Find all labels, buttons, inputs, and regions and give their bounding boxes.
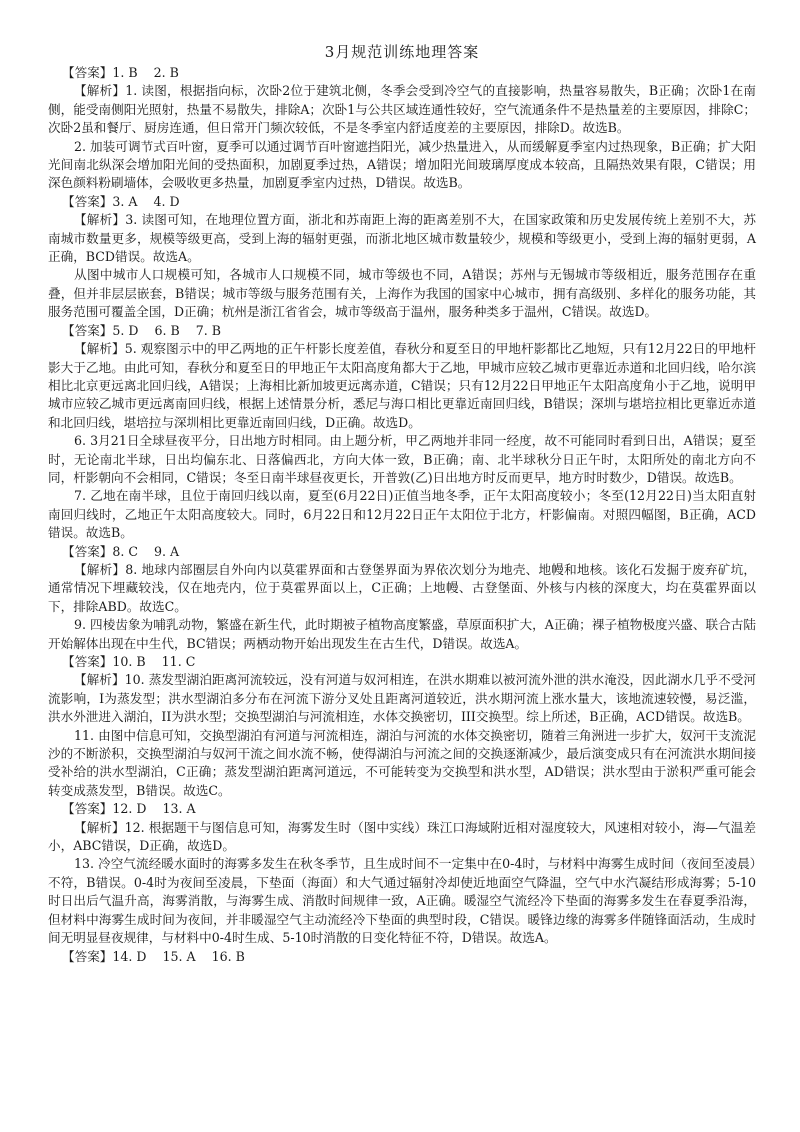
explanation-paragraph: 7. 乙地在南半球，且位于南回归线以南，夏至(6月22日)正值当地冬季，正午太阳高度较小；冬至(12月22日)当太阳直射南回归线时，乙地正午太阳高度较大。同时，6月22日和12月22日正午太阳位于北方，杆影偏南。对照四幅图，B正确，ACD错误。故选B。 — [48, 488, 756, 541]
answer-content — [48, 64, 756, 966]
explanation-paragraph: 【解析】5. 观察图示中的甲乙两地的正午杆影长度差值，春秋分和夏至日的甲地杆影都比乙地短，只有12月22日的甲地杆影大于乙地。由此可知，春秋分和夏至日的甲地正午太阳高度角都大于乙地，甲城市应较乙城市更靠近赤道和北回归线，哈尔滨相比北京更远离北回归线，A错误；上海相比新加坡更远离赤道，C错误；只有12月22日甲地正午太阳高度角小于乙地，说明甲城市应较乙城市更远离南回归线，根据上述情景分析，悉尼与海口相比更靠近南回归线，B错误；深圳与堪培拉相比更靠近赤道和北回归线，堪培拉与深圳相比更靠近南回归线，D正确。故选D。 — [48, 341, 756, 430]
explanation-paragraph: 【解析】8. 地球内部圈层自外向内以莫霍界面和古登堡界面为界依次划分为地壳、地幔和地核。该化石发掘于废弃矿坑，通常情况下埋藏较浅，仅在地壳内，位于莫霍界面以上，C正确；上地幔、古登堡面、外核与内核的深度大，均在莫霍界面以下，排除ABD。故选C。 — [48, 561, 756, 614]
explanation-paragraph: 【解析】1. 读图，根据指向标，次卧2位于建筑北侧，冬季会受到冷空气的直接影响，热量容易散失，B正确；次卧1在南侧，能受南侧阳光照射，热量不易散失，排除A；次卧1与公共区域连通性较好，空气流通条件不是热量差的主要原因，排除C；次卧2虽和餐厅、厨房连通，但日常开门频次较低，不是冬季室内舒适度差的主要原因，排除D。故选B。 — [48, 83, 756, 136]
page-title: 3月规范训练地理答案 — [324, 43, 480, 61]
answer-line: 【答案】14. D 15. A 16. B — [62, 948, 245, 964]
explanation-paragraph: 【解析】3. 读图可知，在地理位置方面，浙北和苏南距上海的距离差别不大，在国家政策和历史发展传统上差别不大，苏南城市数量更多，规模等级更高，受到上海的辐射更强，而浙北地区城市数量较少，规模和等级更小，受到上海的辐射更弱，A正确，BCD错误。故选A。 — [48, 212, 756, 265]
answer-line: 【答案】10. B 11. C — [62, 654, 196, 669]
explanation-paragraph: 【解析】12. 根据题干与图信息可知，海雾发生时（图中实线）珠江口海域附近相对湿度较大，风速相对较小，海—气温差小，ABC错误，D正确，故选D。 — [48, 819, 756, 854]
explanation-paragraph: 从图中城市人口规模可知，各城市人口规模不同，城市等级也不同，A错误；苏州与无锡城市等级相近，服务范围存在重叠，但并非层层嵌套，B错误；城市等级与服务范围有关，上海作为我国的国家中心城市，拥有高级别、多样化的服务功能，其服务范围可覆盖全国，D正确；杭州是浙江省省会，城市等级高于温州，服务种类多于温州，C错误。故选D。 — [48, 267, 756, 320]
explanation-paragraph: 2. 加装可调节式百叶窗，夏季可以通过调节百叶窗遮挡阳光，减少热量进入，从而缓解夏季室内过热现象，B正确；扩大阳光间南北纵深会增加阳光间的受热面积，加剧夏季过热，A错误；增加阳光间玻璃厚度成本较高，且隔热效果有限，C错误；用深色颜料粉刷墙体，会吸收更多热量，加剧夏季室内过热，D错误。故选B。 — [48, 138, 756, 191]
explanation-paragraph: 13. 冷空气流经暖水面时的海雾多发生在秋冬季节，且生成时间不一定集中在0-4时，与材料中海雾生成时间（夜间至凌晨）不符，B错误。0-4时为夜间至凌晨，下垫面（海面）和大气通过辐射冷却使近地面空气降温，空气中水汽凝结形成海雾；5-10时日出后气温升高，海雾消散，与海雾生成、消散时间规律一致，A正确。暖湿空气流经冷下垫面的海雾多发生在春夏季沿海，但材料中海雾生成时间为夜间，并非暖湿空气主动流经冷下垫面的典型时段，C错误。暖锋边缘的海雾多伴随锋面活动，生成时间无明显昼夜规律，与材料中0-4时生成、5-10时消散的日变化特征不符，D错误。故选A。 — [48, 856, 756, 946]
answer-line: 【答案】8. C 9. A — [62, 543, 180, 559]
explanation-paragraph: 6. 3月21日全球昼夜平分，日出地方时相同。由上题分析，甲乙两地并非同一经度，故不可能同时看到日出，A错误；夏至时，无论南北半球，日出均偏东北、日落偏西北，方向大体一致，B正确；南、北半球秋分日正午时，太阳所处的南北方向不同，杆影朝向不会相同，C错误；冬至日南半球昼夜更长，开普敦(乙)日出地方时反而更早，地方时时数少，D错误。故选B。 — [48, 433, 756, 485]
explanation-paragraph: 9. 四棱齿象为哺乳动物，繁盛在新生代，此时期被子植物高度繁盛，草原面积扩大，A正确；裸子植物极度兴盛、联合古陆开始解体出现在中生代，BC错误；两栖动物开始出现发生在古生代，D错误。故选A。 — [48, 617, 756, 651]
answer-line: 【答案】1. B 2. B — [62, 65, 179, 80]
explanation-paragraph: 【解析】10. 蒸发型湖泊距离河流较远，没有河道与奴河相连，在洪水期难以被河流外泄的洪水淹没，因此湖水几乎不受河流影响，I为蒸发型；洪水型湖泊多分布在河流下游分叉处且距离河道较近，洪水期河流上涨水量大，该地流速较慢，易泛滥，洪水外泄进入湖泊，II为洪水型；交换型湖泊与河流相连，水体交换密切，III交换型。综上所述，B正确，ACD错误。故选B。 — [48, 672, 756, 725]
answer-line: 【答案】5. D 6. B 7. B — [62, 322, 222, 338]
answer-line: 【答案】12. D 13. A — [62, 801, 196, 817]
answer-line: 【答案】3. A 4. D — [62, 193, 180, 209]
explanation-paragraph: 11. 由图中信息可知，交换型湖泊有河道与河流相连，湖泊与河流的水体交换密切，随着三角洲进一步扩大，奴河干支流泥沙的不断淤积，交换型湖泊与奴河干流之间水流不畅，使得湖泊与河流之间的交换逐渐减少，最后演变成只有在河流洪水期间接受补给的洪水型湖泊，C正确；蒸发型湖泊距离河道远，不可能转变为交换型和洪水型，AD错误；洪水型由于淤积严重可能会转变成蒸发型，B错误。故选C。 — [48, 727, 756, 798]
